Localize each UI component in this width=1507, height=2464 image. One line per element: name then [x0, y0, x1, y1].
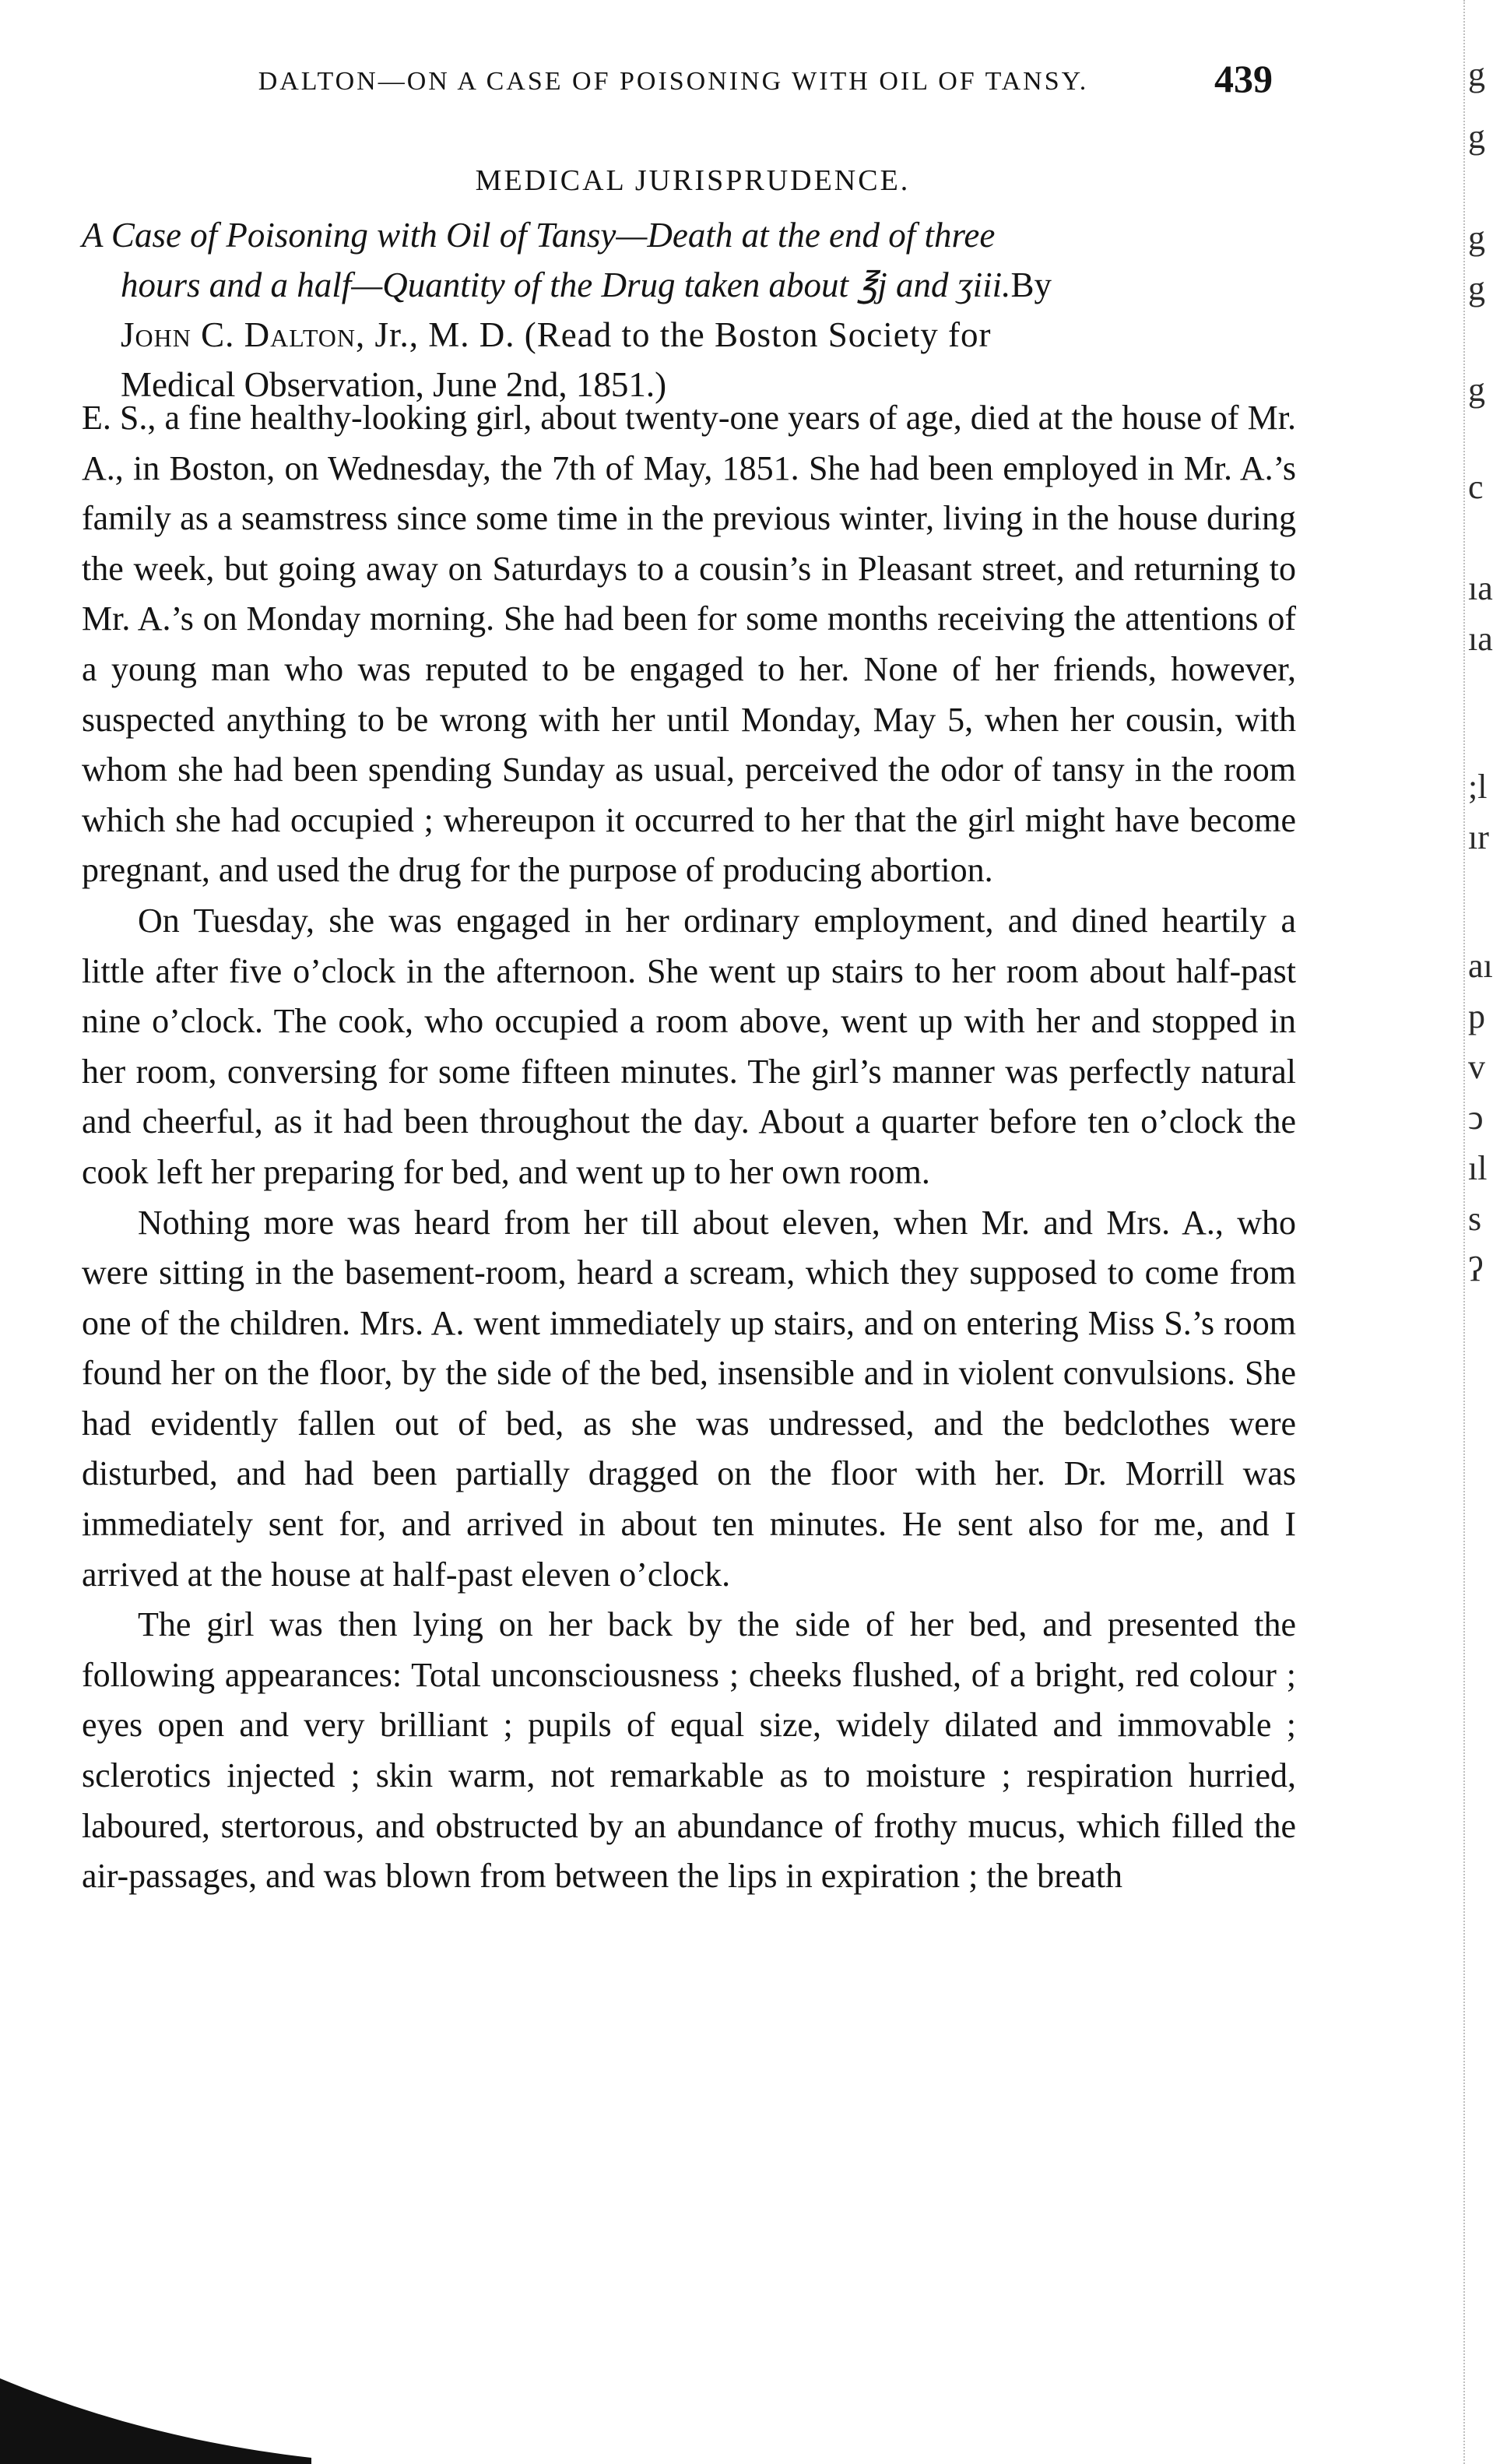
- adjacent-page-edge: [1463, 0, 1507, 2464]
- title-author-line: [82, 310, 1296, 360]
- edge-fragment: g: [1468, 219, 1485, 257]
- edge-fragment: aı: [1468, 947, 1493, 985]
- edge-fragment: ıa: [1468, 569, 1493, 607]
- edge-fragment: p: [1468, 997, 1485, 1035]
- paragraph-2: On Tuesday, she was engaged in her ordinary employment, and dined heartily a little after five o’clock in the afternoon. She went up stairs to her room about half-past nine o’clock. The cook, who occupied a room above, went up with her and stopped in her room, conversing for some fifteen minutes. The girl’s manner was perfectly natural and cheerful, as it had been throughout the day. About a quarter before ten o’clock the cook left her preparing for bed, and went up to her own room.: [82, 901, 1296, 1191]
- edge-fragment: ıa: [1468, 620, 1493, 658]
- edge-fragment: g: [1468, 55, 1485, 93]
- edge-fragment: g: [1468, 371, 1485, 409]
- edge-fragment: c: [1468, 468, 1484, 506]
- edge-fragment: s: [1468, 1200, 1482, 1238]
- title-line-1: A Case of Poisoning with Oil of Tansy—Death at the end of three: [82, 216, 996, 255]
- title-by: By: [1010, 265, 1052, 304]
- edge-fragment: ↄ: [1468, 1098, 1484, 1137]
- article-title: [82, 210, 1296, 409]
- author-suffix: , Jr., M. D. (Read to the Boston Society for: [356, 315, 992, 354]
- edge-fragment: ʔ: [1468, 1250, 1484, 1288]
- paragraph-3: Nothing more was heard from her till about eleven, when Mr. and Mrs. A., who were sitting in the basement-room, heard a scream, which they supposed to come from one of the children. Mrs. A. went immediately up stairs, and on entering Miss S.’s room found her on the floor, by the side of the bed, insensible and in violent convulsions. She had evidently fallen out of bed, as she was undressed, and the bedclothes were disturbed, and had been partially dragged on the floor with her. Dr. Morrill was immediately sent for, and arrived in about ten minutes. He sent also for me, and I arrived at the house at half-past eleven o’clock.: [82, 1203, 1296, 1594]
- edge-fragment: ır: [1468, 818, 1489, 856]
- article-body: [82, 393, 1296, 1902]
- title-line-4: Medical Observation, June 2nd, 1851.): [121, 365, 667, 404]
- page-number: 439: [1214, 57, 1273, 100]
- paragraph-4: The girl was then lying on her back by the side of her bed, and presented the following appearances: Total unconsciousness ; cheeks flushed, of a bright, red colour ; eyes open and very brilliant ; pupils of equal size, widely dilated and immovable ; sclerotics injected ; skin warm, not remarkable as to moisture ; respiration hurried, laboured, stertorous, and obstructed by an abundance of frothy mucus, which filled the air-passages, and was blown from between the lips in expiration ; the breath: [82, 1605, 1296, 1896]
- paragraph-1: E. S., a fine healthy-looking girl, about twenty-one years of age, died at the house of Mr. A., in Boston, on Wednesday, the 7th of May, 1851. She had been employed in Mr. A.’s family as a seamstress since some time in the previous winter, living in the house during the week, but going away on Saturdays to a cousin’s in Pleasant street, and returning to Mr. A.’s on Monday morning. She had been for some months receiving the attentions of a young man who was reputed to be engaged to her. None of her friends, however, suspected anything to be wrong with her until Monday, May 5, when her cousin, with whom she had been spending Sunday as usual, perceived the odor of tansy in the room which she had occupied ; whereupon it occurred to her that the girl might have become pregnant, and used the drug for the purpose of producing abortion.: [82, 399, 1296, 890]
- edge-fragment: v: [1468, 1048, 1485, 1086]
- running-title: DALTON—ON A CASE OF POISONING WITH OIL OF TANSY.: [258, 67, 1089, 96]
- edge-fragment: ıl: [1468, 1149, 1488, 1187]
- author-name: John C. Dalton: [121, 315, 357, 354]
- title-line-2: [82, 260, 1296, 310]
- scan-shadow: [0, 2371, 311, 2464]
- page-header: [187, 56, 1292, 111]
- edge-fragment: g: [1468, 269, 1485, 308]
- edge-fragment: g: [1468, 118, 1485, 156]
- section-heading: MEDICAL JURISPRUDENCE.: [475, 164, 911, 197]
- title-line-2-text: hours and a half—Quantity of the Drug taken about ℥j and ʒiii.: [121, 265, 1011, 304]
- edge-fragment: ;l: [1468, 768, 1488, 806]
